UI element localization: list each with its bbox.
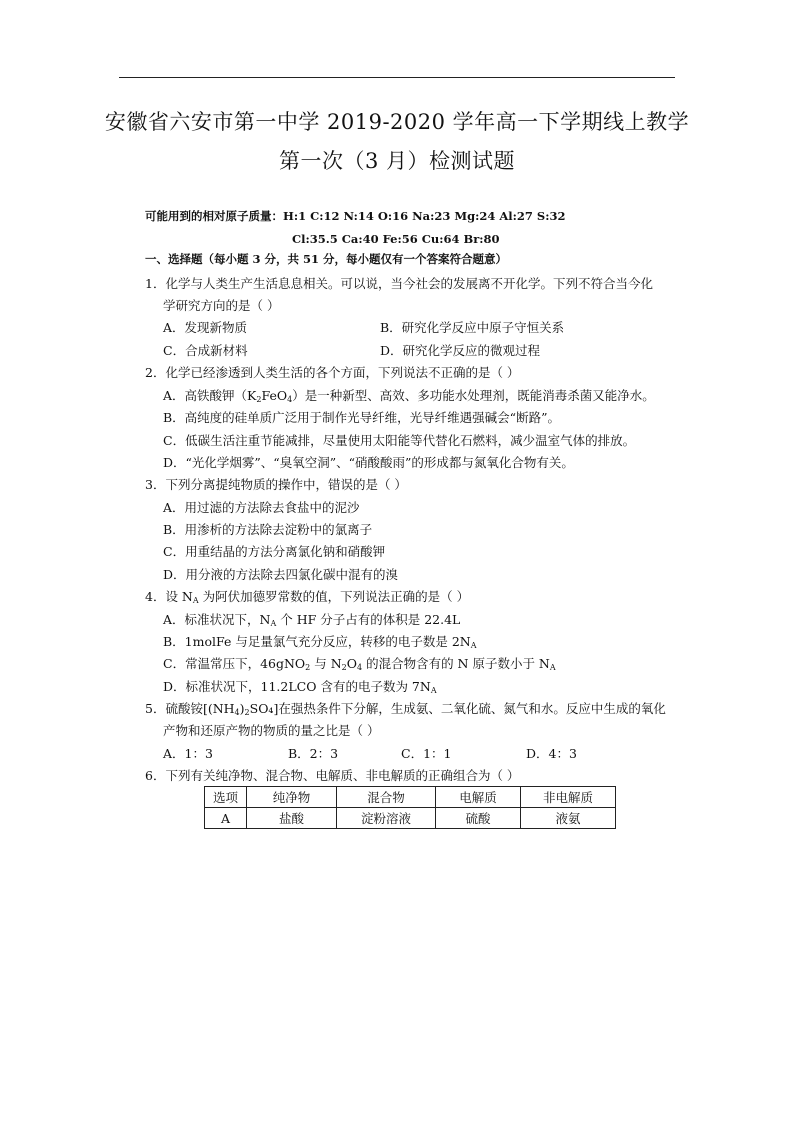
table-cell: 硫酸 xyxy=(436,808,521,829)
q6-stem: 6．下列有关纯净物、混合物、电解质、非电解质的正确组合为（ ） xyxy=(145,768,520,783)
q1-stem-line-1: 1．化学与人类生产生活息息相关。可以说，当今社会的发展离不开化学。下列不符合当今化 xyxy=(145,276,653,291)
q1-option-a: A．发现新物质 xyxy=(163,320,248,335)
q2-stem: 2．化学已经渗透到人类生活的各个方面，下列说法不正确的是（ ） xyxy=(145,365,520,380)
table-cell: 盐酸 xyxy=(247,808,337,829)
q5-option-d: D．4：3 xyxy=(526,746,577,761)
q3-option-b: B．用渗析的方法除去淀粉中的氯离子 xyxy=(163,522,373,537)
q4-option-c: C．常温常压下，46gNO$_2$ 与 $N_2O_4$ 的混合物含有的 N 原子数小于 $N_A$ xyxy=(163,656,556,672)
q1-option-d: D．研究化学反应的微观过程 xyxy=(380,343,541,358)
q2-option-c: C．低碳生活注重节能减排，尽量使用太阳能等代替化石燃料，减少温室气体的排放。 xyxy=(163,433,636,448)
q5-option-b: B．2：3 xyxy=(288,746,339,761)
table-header-cell: 纯净物 xyxy=(247,787,337,808)
title-line-1: 安徽省六安市第一中学 2019-2020 学年高一下学期线上教学 xyxy=(104,110,690,134)
q1-option-b: B．研究化学反应中原子守恒关系 xyxy=(380,320,565,335)
q5-option-a: A．1：3 xyxy=(163,746,213,761)
section-heading: 一、选择题（每小题 3 分，共 51 分，每小题仅有一个答案符合题意） xyxy=(145,252,508,266)
title-line-2: 第一次（3 月）检测试题 xyxy=(278,149,516,173)
q3-option-d: D．用分液的方法除去四氯化碳中混有的溴 xyxy=(163,567,399,582)
q5-option-c: C．1：1 xyxy=(401,746,452,761)
table-cell: 液氨 xyxy=(521,808,616,829)
table-header-cell: 选项 xyxy=(205,787,247,808)
atomic-masses-line-2: Cl:35.5 Ca:40 Fe:56 Cu:64 Br:80 xyxy=(292,232,500,246)
table-header-cell: 非电解质 xyxy=(521,787,616,808)
q1-stem-line-2: 学研究方向的是（ ） xyxy=(163,298,280,313)
q4-option-b: B．1molFe 与足量氯气充分反应，转移的电子数是 $2N_A$ xyxy=(163,634,477,650)
q2-option-a: A．高铁酸钾$(K_2FeO_4)$是一种新型、高效、多功能水处理剂，既能消毒杀菌又能净水。 xyxy=(163,388,655,404)
q6-options-table xyxy=(204,786,616,829)
q2-option-b: B．高纯度的硅单质广泛用于制作光导纤维，光导纤维遇强碱会“断路”。 xyxy=(163,410,560,425)
q4-stem: 4．设 $N_A$ 为阿伏加德罗常数的值，下列说法正确的是（ ） xyxy=(145,589,470,605)
q3-option-c: C．用重结晶的方法分离氯化钠和硝酸钾 xyxy=(163,544,386,559)
q3-stem: 3．下列分离提纯物质的操作中，错误的是（ ） xyxy=(145,477,407,492)
table-header-row xyxy=(205,787,616,808)
q1-option-c: C．合成新材料 xyxy=(163,343,248,358)
top-rule xyxy=(119,77,675,78)
q4-option-a: A．标准状况下，$N_A$ 个 HF 分子占有的体积是 22.4L xyxy=(163,612,461,628)
table-cell: A xyxy=(205,808,247,829)
table-cell: 淀粉溶液 xyxy=(337,808,436,829)
atomic-masses-line-1: 可能用到的相对原子质量：H:1 C:12 N:14 O:16 Na:23 Mg:24 Al:27 S:32 xyxy=(145,209,566,223)
table-row xyxy=(205,808,616,829)
q5-stem-line-2: 产物和还原产物的物质的量之比是（ ） xyxy=(163,723,380,738)
q5-stem-line-1: 5．硫酸铵$[(NH_4)_2SO_4]$在强热条件下分解，生成氨、二氧化硫、氮气和水。反应中生成的氧化 xyxy=(145,701,666,717)
q2-option-d: D．“光化学烟雾”、“臭氧空洞”、“硝酸酸雨”的形成都与氮氧化合物有关。 xyxy=(163,455,574,470)
table-header-cell: 电解质 xyxy=(436,787,521,808)
q4-option-d: D．标准状况下，11.2LCO 含有的电子数为 $7N_A$ xyxy=(163,679,437,695)
q3-option-a: A．用过滤的方法除去食盐中的泥沙 xyxy=(163,500,360,515)
table-header-cell: 混合物 xyxy=(337,787,436,808)
